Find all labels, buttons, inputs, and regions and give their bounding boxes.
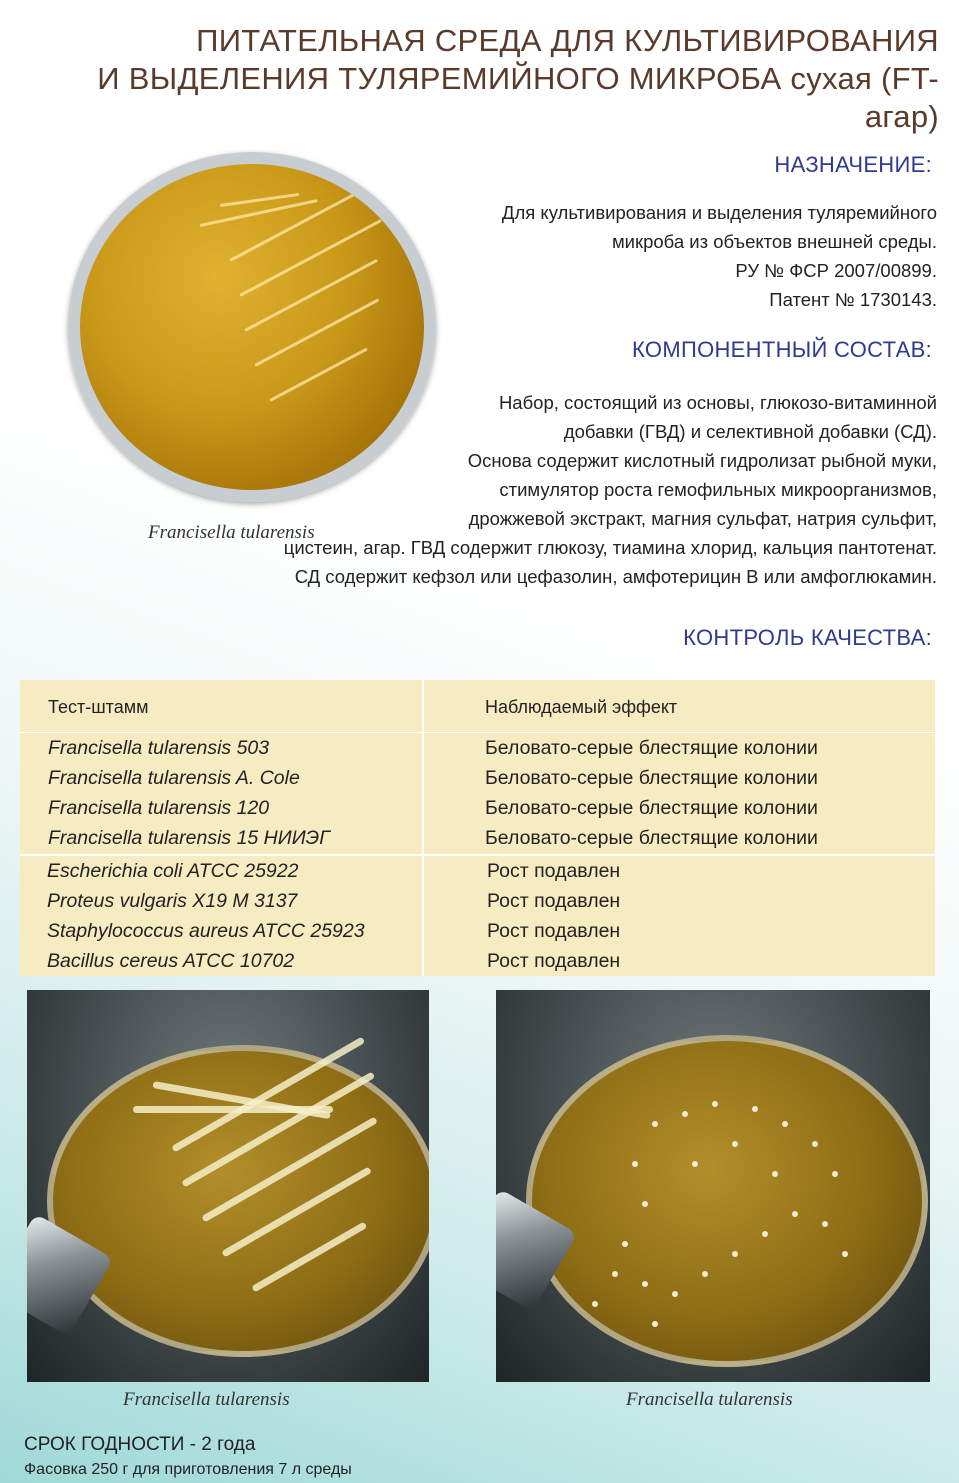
column-header-effect: Наблюдаемый эффект	[485, 697, 678, 717]
composition-line: Основа содержит кислотный гидролизат рыбной муки,	[467, 450, 937, 471]
table-header	[20, 680, 935, 733]
composition-line: добавки (ГВД) и селективной добавки (СД).	[563, 421, 937, 442]
composition-line: СД содержит кефзол или цефазолин, амфотерицин В или амфоглюкамин.	[294, 566, 937, 587]
effect-cell: Беловато-серые блестящие колонии	[485, 737, 818, 759]
table-row	[20, 827, 935, 857]
strain-cell: Proteus vulgaris X19 M 3137	[47, 890, 298, 912]
caption-bottom-right: Francisella tularensis	[626, 1389, 793, 1410]
effect-cell: Рост подавлен	[487, 920, 621, 942]
title-line-1: ПИТАТЕЛЬНАЯ СРЕДА ДЛЯ КУЛЬТИВИРОВАНИЯ	[196, 23, 939, 58]
effect-cell: Беловато-серые блестящие колонии	[485, 767, 818, 789]
effect-cell: Беловато-серые блестящие колонии	[485, 827, 818, 849]
strain-cell: Staphylococcus aureus ATCC 25923	[47, 920, 365, 942]
purpose-line: Для культивирования и выделения туляремийного	[501, 202, 937, 223]
composition-line: Набор, состоящий из основы, глюкозо-витаминной	[498, 392, 937, 413]
agar-plate	[47, 1045, 429, 1357]
effect-cell: Рост подавлен	[487, 950, 621, 972]
caption-top-photo: Francisella tularensis	[148, 522, 315, 543]
purpose-line: Патент № 1730143.	[769, 289, 937, 310]
table-row	[20, 767, 935, 797]
purpose-line: РУ № ФСР 2007/00899.	[735, 260, 937, 281]
agar-plate	[526, 1035, 928, 1367]
packaging-info: Фасовка 250 г для приготовления 7 л среды	[24, 1461, 352, 1478]
effect-cell: Рост подавлен	[487, 890, 621, 912]
quality-table	[20, 680, 935, 976]
effect-cell: Беловато-серые блестящие колонии	[485, 797, 818, 819]
strain-cell: Francisella tularensis A. Cole	[48, 767, 300, 789]
purpose-text	[297, 198, 937, 314]
composition-heading: КОМПОНЕНТНЫЙ СОСТАВ:	[632, 337, 932, 362]
petri-dish-photo-bottom-right	[496, 990, 930, 1382]
composition-line: дрожжевой экстракт, магния сульфат, натрия сульфит,	[468, 508, 937, 529]
composition-line: стимулятор роста гемофильных микроорганизмов,	[499, 479, 937, 500]
petri-dish-photo-bottom-left	[27, 990, 429, 1382]
column-header-strain: Тест-штамм	[48, 697, 149, 717]
table-row	[20, 860, 935, 890]
quality-heading: КОНТРОЛЬ КАЧЕСТВА:	[683, 625, 932, 650]
table-row	[20, 950, 935, 980]
composition-text	[177, 388, 937, 591]
table-row	[20, 890, 935, 920]
effect-cell: Рост подавлен	[487, 860, 621, 882]
purpose-heading: НАЗНАЧЕНИЕ:	[774, 152, 932, 177]
strain-cell: Francisella tularensis 503	[48, 737, 270, 759]
table-row	[20, 797, 935, 827]
title-line-2: И ВЫДЕЛЕНИЯ ТУЛЯРЕМИЙНОГО МИКРОБА сухая (FT-агар)	[97, 61, 939, 134]
composition-line: цистеин, агар. ГВД содержит глюкозу, тиамина хлорид, кальция пантотенат.	[283, 537, 937, 558]
strain-cell: Escherichia coli ATCC 25922	[47, 860, 299, 882]
page-title	[39, 22, 939, 136]
table-row	[20, 920, 935, 950]
strain-cell: Francisella tularensis 120	[48, 797, 270, 819]
strain-cell: Francisella tularensis 15 НИИЭГ	[48, 827, 330, 849]
caption-bottom-left: Francisella tularensis	[123, 1389, 290, 1410]
strain-cell: Bacillus cereus ATCC 10702	[47, 950, 295, 972]
purpose-line: микроба из объектов внешней среды.	[611, 231, 937, 252]
table-row	[20, 737, 935, 767]
shelf-life: СРОК ГОДНОСТИ - 2 года	[24, 1434, 256, 1455]
